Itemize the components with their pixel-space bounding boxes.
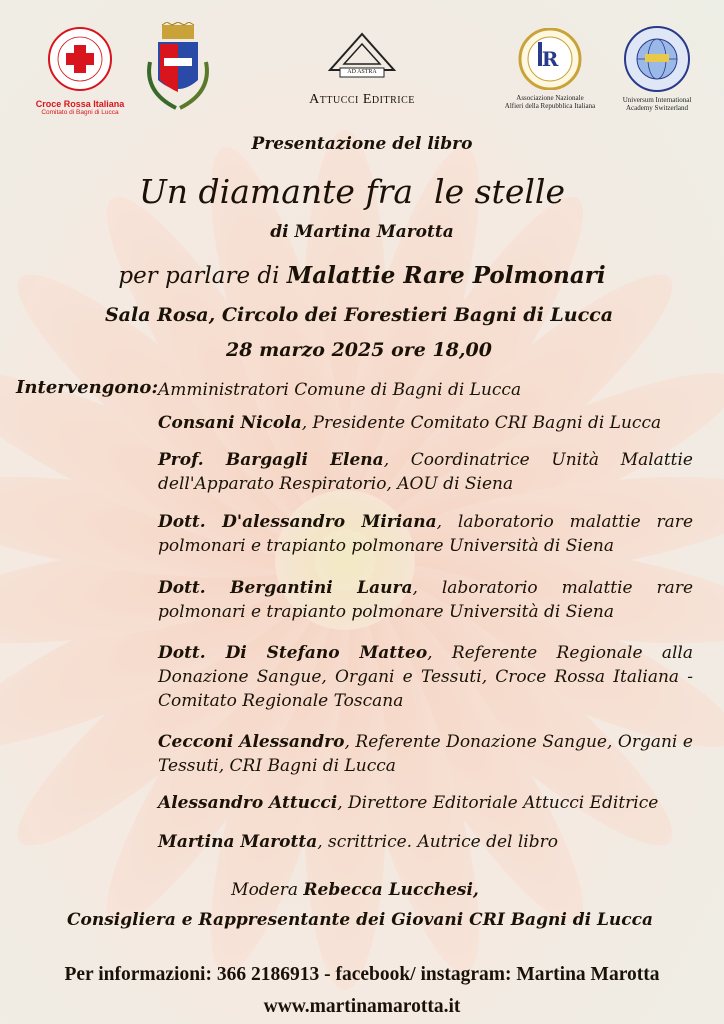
speaker-name: Dott. Bergantini Laura	[158, 578, 413, 598]
speaker-item	[158, 791, 693, 815]
anfri-name: Associazione Nazionale	[516, 94, 584, 102]
speaker-item	[158, 730, 693, 778]
publisher-badge: AD ASTRA	[347, 69, 377, 75]
cri-logo	[30, 25, 130, 115]
speaker-item	[158, 510, 693, 558]
speaker-role: , Direttore Editoriale Attucci Editrice	[337, 793, 659, 813]
speaker-item	[158, 576, 693, 624]
speaker-role: , laboratorio malattie rare polmonari e trapianto polmonare Università di Siena	[158, 578, 694, 622]
comune-crest	[140, 22, 216, 117]
speakers-heading: Intervengono:	[16, 377, 159, 398]
speaker-item	[158, 448, 693, 496]
speaker-name: Dott. D'alessandro Miriana	[158, 512, 437, 532]
presentation-label: Presentazione del libro	[251, 134, 473, 154]
speaker-item	[158, 411, 693, 435]
speaker-role: , Referente Donazione Sangue, Organi e Tessuti, CRI Bagni di Lucca	[158, 732, 693, 776]
anfri-emblem-icon	[504, 28, 596, 90]
speaker-name: Martina Marotta	[158, 832, 318, 852]
topic-prefix: per parlare di	[118, 263, 280, 289]
anfri-sub: Alfieri della Repubblica Italiana	[504, 102, 596, 110]
speaker-role: , Presidente Comitato CRI Bagni di Lucca	[301, 413, 662, 433]
website[interactable]: www.martinamarotta.it	[263, 996, 461, 1017]
coat-of-arms-icon	[140, 22, 216, 117]
topic-line	[0, 262, 724, 289]
venue: Sala Rosa, Circolo dei Forestieri Bagni di Lucca	[104, 304, 614, 326]
speaker-first: Amministratori Comune di Bagni di Lucca	[158, 380, 522, 400]
speaker-name: Alessandro Attucci	[158, 793, 338, 813]
universum-logo	[612, 26, 702, 120]
cri-sub: Comitato di Bagni di Lucca	[41, 109, 119, 116]
book-author: di Martina Marotta	[270, 222, 454, 242]
publisher-name: Attucci Editrice	[309, 92, 415, 107]
cri-name: Croce Rossa Italiana	[35, 99, 125, 109]
moderator-line	[0, 880, 710, 900]
svg-text:R: R	[541, 47, 559, 71]
speaker-role: , scrittrice. Autrice del libro	[317, 832, 558, 852]
speaker-role: , Referente Regionale alla Donazione Sangue, Organi e Tessuti, Croce Rossa Italiana - Comitato Regionale Toscana	[158, 643, 694, 711]
speaker-item	[158, 830, 693, 854]
moderator-prefix: Modera	[231, 880, 299, 900]
red-cross-icon	[30, 25, 130, 95]
anfri-logo	[504, 28, 596, 118]
speaker-item	[158, 641, 693, 713]
speaker-name: Dott. Di Stefano Matteo	[158, 643, 428, 663]
universum-name: Universum International	[622, 96, 692, 104]
publisher-logo	[282, 30, 442, 115]
speaker-name: Cecconi Alessandro	[158, 732, 345, 752]
speaker-role: , laboratorio malattie rare polmonari e trapianto polmonare Università di Siena	[158, 512, 693, 556]
universum-sub: Academy Switzerland	[625, 104, 688, 112]
moderator-role: Consigliera e Rappresentante dei Giovani CRI Bagni di Lucca	[67, 910, 653, 930]
topic: Malattie Rare Polmonari	[286, 262, 606, 289]
moderator-name: Rebecca Lucchesi,	[303, 880, 479, 900]
universum-globe-icon	[612, 26, 702, 92]
speaker-name: Prof. Bargagli Elena	[158, 450, 384, 470]
book-title: Un diamante fra le stelle	[139, 172, 565, 211]
event-datetime: 28 marzo 2025 ore 18,00	[226, 339, 492, 361]
speaker-role: , Coordinatrice Unità Malattie dell'Apparato Respiratorio, AOU di Siena	[158, 450, 693, 494]
contact-info: Per informazioni: 366 2186913 - facebook/ instagram: Martina Marotta	[64, 964, 660, 985]
speaker-name: Consani Nicola	[158, 413, 302, 433]
